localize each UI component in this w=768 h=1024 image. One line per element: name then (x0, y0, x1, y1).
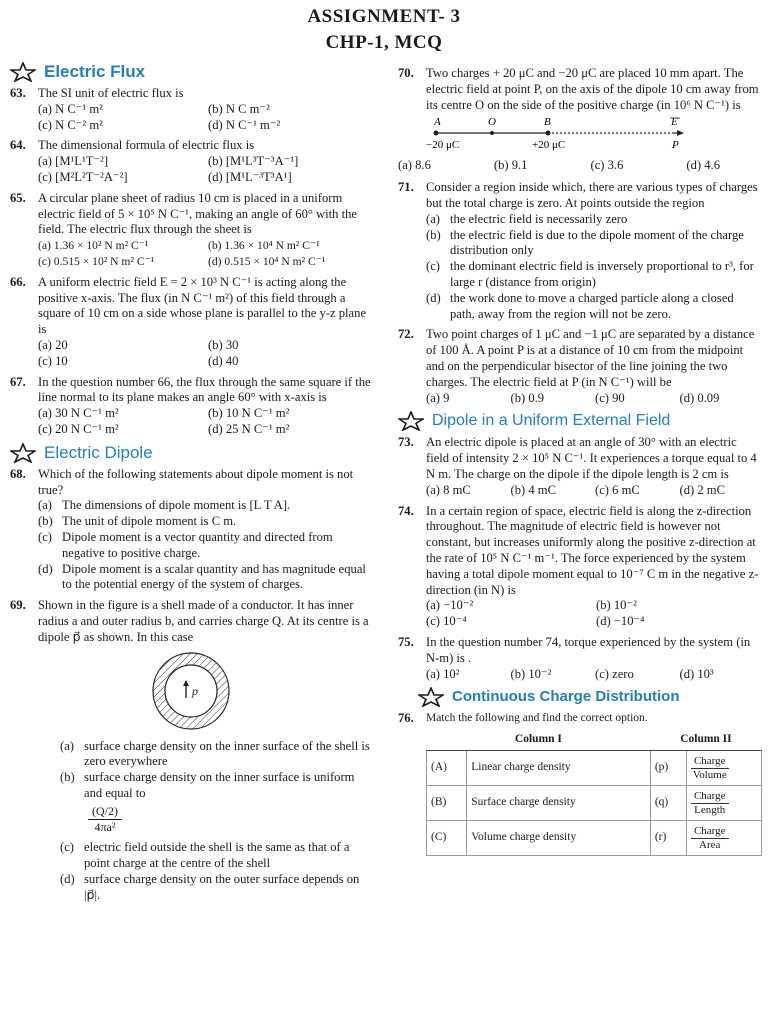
question-text: Two point charges of 1 μC and −1 μC are separated by a distance of 100 Å. A point P is at a distance of 10 cm from the midpoint and on the perpendicular bisector of the line joining the two charges. The electric field at P (in N C⁻¹) will be (426, 327, 755, 389)
question-text: Two charges + 20 μC and −20 μC are placed 10 mm apart. The electric field at point P, on the axis of the dipole 10 cm away from its centre O on the side of the positive charge (in 10⁶ N C⁻¹) is (426, 66, 759, 112)
label-P: P (672, 139, 679, 152)
question-70 (398, 66, 760, 153)
question-text: Consider a region inside which, there are various types of charges but the total charge is zero. At points outside the region (426, 180, 758, 210)
question-text: An electric dipole is placed at an angle of 30° with an electric field of intensity 2 × 10⁵ N C⁻¹. It experiences a torque equal to 4 N m. The charge on the dipole if the dipole length is 2 cm is (426, 435, 757, 481)
option-d[interactable]: (d) 4.6 (686, 158, 720, 173)
pos-charge-label: +20 μC (532, 139, 566, 152)
option-b[interactable]: surface charge density on the inner surface is uniform and equal to (84, 770, 355, 800)
question-66 (10, 275, 372, 370)
option-b[interactable]: (b) 4 mC (510, 482, 556, 497)
option-label: (a) (60, 738, 74, 753)
option-c[interactable]: (c) [M²L²T⁻²A⁻²] (38, 169, 128, 184)
option-label: (b) (38, 514, 53, 529)
option-label: (d) (60, 871, 75, 886)
star-icon (398, 411, 424, 431)
option-c[interactable]: (c) 6 mC (595, 482, 640, 497)
option-d[interactable]: (d) N C⁻¹ m⁻² (208, 117, 281, 132)
section-dipole-uniform-field (398, 411, 760, 431)
table-row: (C) Volume charge density (r) Charge Area (427, 820, 762, 855)
option-b[interactable]: The unit of dipole moment is C m. (62, 514, 237, 529)
option-a[interactable]: (a) 1.36 × 10² N m² C⁻¹ (38, 239, 149, 253)
question-number: 73. (398, 435, 414, 450)
section-title: Continuous Charge Distribution (452, 688, 680, 706)
assignment-title: ASSIGNMENT- 3 (307, 6, 461, 27)
option-a[interactable]: (a) 30 N C⁻¹ m² (38, 406, 119, 421)
option-a[interactable]: (a) −10⁻² (426, 598, 474, 613)
option-label: (d) (38, 561, 53, 576)
option-d[interactable]: (d) 0.09 (679, 390, 720, 405)
option-b[interactable]: (b) 10 N C⁻¹ m² (208, 406, 290, 421)
surface-density-fraction: $\frac{(Q/2)}{\text{4πa²}}$ (88, 804, 122, 837)
option-a[interactable]: (a) 9 (426, 390, 450, 405)
option-c[interactable]: (c) 20 N C⁻¹ m² (38, 421, 119, 436)
option-c[interactable]: electric field outside the shell is the same as that of a point charge at the centre of the shell (84, 840, 350, 871)
option-d[interactable]: (d) −10⁻⁴ (596, 614, 645, 629)
question-number: 69. (10, 598, 26, 613)
option-b[interactable]: (b) [M¹L³T⁻³A⁻¹] (208, 154, 299, 169)
section-electric-flux (10, 62, 372, 82)
option-d[interactable]: (d) [M¹L⁻³T³A¹] (208, 169, 292, 184)
question-text: In the question number 66, the flux through the same square if the line normal to its plane makes an angle 60° with x-axis is (38, 374, 371, 405)
option-a[interactable]: (a) 20 (38, 337, 68, 352)
option-b[interactable]: (b) 10⁻² (510, 666, 552, 681)
option-a[interactable]: the electric field is necessarily zero (450, 211, 628, 226)
question-text: The SI unit of electric flux is (38, 86, 184, 100)
option-label: (c) (426, 259, 440, 274)
question-text: Which of the following statements about dipole moment is not true? (38, 466, 354, 497)
column-2-header: Column II (650, 730, 761, 750)
option-d[interactable]: surface charge density on the outer surface depends on |p⃗|. (84, 871, 360, 902)
question-67 (10, 375, 372, 438)
question-text: In the question number 74, torque experienced by the system (in N-m) is . (426, 634, 751, 665)
question-number: 70. (398, 66, 414, 80)
option-c[interactable]: (c) zero (595, 666, 634, 681)
table-row: (B) Surface charge density (q) Charge Length (427, 785, 762, 820)
label-B: B (544, 116, 551, 129)
option-c[interactable]: (c) 3.6 (590, 158, 624, 173)
question-number: 64. (10, 138, 26, 153)
option-c[interactable]: (c) 90 (595, 390, 625, 405)
option-d[interactable]: (d) 10³ (679, 666, 714, 681)
option-label: (d) (426, 290, 441, 305)
conducting-shell-figure (136, 651, 246, 731)
option-c[interactable]: (c) 10 (38, 353, 68, 368)
question-text: Match the following and find the correct option. (426, 712, 648, 725)
option-b[interactable]: (b) 10⁻² (596, 598, 637, 613)
label-O: O (488, 116, 496, 129)
option-label: (a) (38, 498, 52, 513)
option-label: (a) (426, 211, 440, 226)
section-continuous-charge (418, 687, 760, 707)
question-72 (398, 327, 760, 406)
dipole-label: p (192, 683, 198, 698)
question-number: 72. (398, 327, 414, 342)
chapter-title: CHP-1, MCQ (325, 32, 443, 53)
option-a[interactable]: (a) 10² (426, 666, 460, 681)
label-E: E (671, 116, 678, 129)
option-a[interactable]: (a) 8 mC (426, 482, 471, 497)
star-icon (418, 687, 444, 707)
question-text: The dimensional formula of electric flux is (38, 138, 255, 153)
question-number: 63. (10, 86, 26, 100)
option-c[interactable]: (c) N C⁻² m² (38, 117, 103, 132)
question-73 (398, 435, 760, 498)
column-1-header: Column I (427, 730, 651, 750)
match-table (426, 730, 762, 856)
option-c[interactable]: Dipole moment is a vector quantity and directed from negative to positive charge. (62, 529, 333, 560)
question-number: 67. (10, 374, 26, 389)
question-number: 74. (398, 503, 414, 518)
question-69 (10, 598, 372, 645)
question-number: 68. (10, 466, 26, 481)
star-icon (10, 443, 36, 463)
question-number: 75. (398, 634, 414, 649)
option-c[interactable]: the dominant electric field is inversely proportional to r³, for large r (distance from origin) (450, 259, 754, 289)
option-label: (b) (60, 770, 75, 785)
option-b[interactable]: (b) 1.36 × 10⁴ N m² C⁻¹ (208, 239, 320, 253)
dipole-axis-figure (426, 115, 726, 151)
option-d[interactable]: (d) 25 N C⁻¹ m² (208, 421, 290, 436)
option-b[interactable]: (b) 9.1 (493, 158, 528, 173)
option-a[interactable]: The dimensions of dipole moment is [L T A]. (62, 498, 291, 513)
option-b[interactable]: (b) N C m⁻² (208, 101, 270, 116)
question-text: A uniform electric field E = 2 × 10³ N C⁻¹ is acting along the positive x-axis. The flux (in N C⁻¹ m²) of this field through a square of 10 cm on a side whose plane is parallel to the y-z plane is (38, 274, 367, 337)
question-number: 76. (398, 711, 414, 726)
question-75 (398, 635, 760, 682)
question-74 (398, 504, 760, 630)
option-b[interactable]: (b) 0.9 (510, 390, 545, 405)
question-64 (10, 138, 372, 185)
table-row: (A) Linear charge density (p) Charge Volume (427, 750, 762, 785)
label-A: A (434, 116, 441, 129)
question-number: 65. (10, 190, 26, 205)
option-d[interactable]: (d) 2 mC (679, 482, 725, 497)
question-65 (10, 191, 372, 270)
question-68 (10, 467, 372, 593)
question-63 (10, 86, 372, 133)
right-column (398, 66, 760, 856)
option-a[interactable]: (a) [M¹L¹T⁻²] (38, 154, 109, 169)
option-d[interactable]: (d) 0.515 × 10⁴ N m² C⁻¹ (208, 254, 326, 268)
option-b[interactable]: (b) 30 (208, 337, 239, 352)
section-title: Electric Flux (44, 62, 146, 82)
option-label: (b) (426, 227, 441, 242)
left-column (10, 60, 372, 903)
option-label: (c) (38, 529, 52, 544)
question-number: 66. (10, 274, 26, 289)
question-text: A circular plane sheet of radius 10 cm is placed in a uniform electric field of 5 × 10⁵ N C⁻¹, making an angle of 60° with the field. The electric flux through the sheet is (38, 190, 357, 237)
question-number: 71. (398, 180, 414, 195)
section-electric-dipole (10, 443, 372, 463)
option-a[interactable]: (a) 8.6 (398, 158, 431, 173)
neg-charge-label: −20 μC (426, 139, 460, 152)
section-title: Electric Dipole (44, 442, 153, 462)
option-a[interactable]: (a) N C⁻¹ m² (38, 101, 103, 116)
question-76 (398, 711, 760, 856)
option-d[interactable]: Dipole moment is a scalar quantity and has magnitude equal to the potential energy of the system of charges. (62, 561, 366, 592)
option-c[interactable]: (c) 10⁻⁴ (426, 614, 467, 629)
option-d[interactable]: (d) 40 (208, 353, 239, 368)
option-b[interactable]: the electric field is due to the dipole moment of the charge distribution only (450, 227, 744, 258)
option-a[interactable]: surface charge density on the inner surface of the shell is zero everywhere (84, 738, 370, 769)
question-text: In a certain region of space, electric field is along the z-direction throughout. The magnitude of electric field is however not constant, but increases uniformly along the positive z-direction at the rate of 10⁵ N C⁻¹ m⁻¹. The force experienced by the system having a total dipole moment equal to 10⁻⁷ C m in the negative z- direction (in N) is (426, 503, 759, 597)
section-title: Dipole in a Uniform External Field (432, 412, 671, 430)
option-c[interactable]: (c) 0.515 × 10² N m² C⁻¹ (38, 254, 155, 268)
star-icon (10, 62, 36, 82)
question-71 (398, 180, 760, 322)
option-label: (c) (60, 840, 74, 855)
question-text: Shown in the figure is a shell made of a conductor. It has inner radius a and outer radius b, and carries charge Q. At its centre is a dipole p⃗ as shown. In this case (38, 598, 369, 644)
option-d[interactable]: the work done to move a charged particle along a closed path, away from the region will not be zero. (450, 290, 734, 321)
